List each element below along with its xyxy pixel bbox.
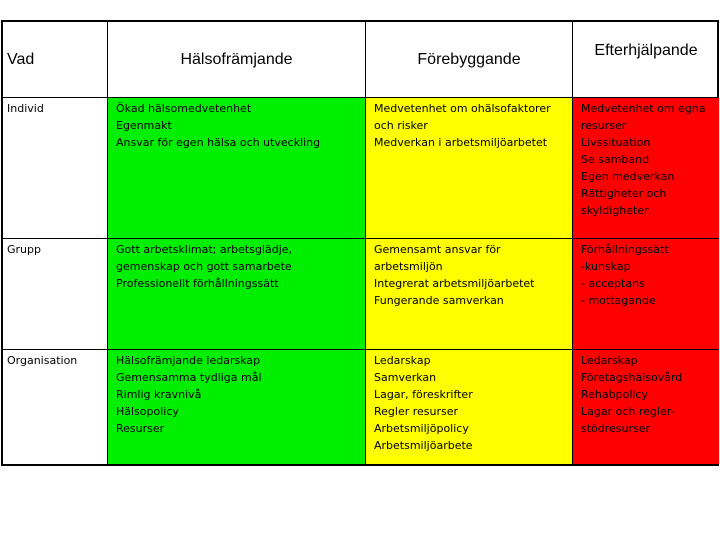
cell-organisation-forebygg: [366, 350, 573, 464]
cell-grupp-efter: [573, 239, 719, 350]
cell-line: Rimlig kravnivå: [116, 388, 202, 401]
cell-line: Företagshälsovård: [581, 371, 683, 384]
cell-line: -kunskap: [581, 260, 631, 273]
header-halsofrämjande: Hälsofrämjande: [108, 22, 366, 98]
cell-line: gemenskap och gott samarbete: [116, 260, 292, 273]
cell-line: Arbetsmiljöarbete: [374, 439, 473, 452]
cell-individ-efter: [573, 98, 719, 239]
cell-line: Se samband: [581, 153, 650, 166]
cell-grupp-forebygg: [366, 239, 573, 350]
cell-line: Professionellt förhållningssätt: [116, 277, 279, 290]
health-matrix-table: [1, 20, 719, 466]
cell-line: Integrerat arbetsmiljöarbetet: [374, 277, 535, 290]
cell-line: Ökad hälsomedvetenhet: [116, 102, 252, 115]
cell-line: arbetsmiljön: [374, 260, 443, 273]
cell-line: Ledarskap: [374, 354, 431, 367]
cell-organisation-efter: [573, 350, 719, 464]
cell-line: Regler resurser: [374, 405, 459, 418]
cell-line: Hälsopolicy: [116, 405, 179, 418]
header-vad: Vad: [3, 22, 108, 98]
cell-line: - acceptans: [581, 277, 645, 290]
cell-line: och risker: [374, 119, 428, 132]
cell-line: Fungerande samverkan: [374, 294, 504, 307]
cell-individ-forebygg: [366, 98, 573, 239]
cell-line: Ansvar för egen hälsa och utveckling: [116, 136, 321, 149]
cell-line: - mottagande: [581, 294, 656, 307]
cell-line: Resurser: [116, 422, 165, 435]
cell-line: Lagar och regler-: [581, 405, 675, 418]
cell-organisation-halso: [108, 350, 366, 464]
cell-line: Egenmakt: [116, 119, 172, 132]
cell-grupp-halso: [108, 239, 366, 350]
row-label-organisation: Organisation: [3, 350, 108, 464]
cell-line: Lagar, föreskrifter: [374, 388, 473, 401]
row-label-grupp: Grupp: [3, 239, 108, 350]
cell-line: Egen medverkan: [581, 170, 675, 183]
cell-line: Ledarskap: [581, 354, 638, 367]
cell-line: Medvetenhet om ohälsofaktorer: [374, 102, 551, 115]
header-efterhjalpande: Efterhjälpande: [573, 22, 719, 98]
cell-line: Samverkan: [374, 371, 437, 384]
header-forebyggande: Förebyggande: [366, 22, 573, 98]
cell-line: skyldigheter: [581, 204, 649, 217]
cell-line: Livssituation: [581, 136, 651, 149]
cell-line: Hälsofrämjande ledarskap: [116, 354, 261, 367]
cell-line: Gemensamt ansvar för: [374, 243, 501, 256]
cell-line: Gemensamma tydliga mål: [116, 371, 262, 384]
row-label-individ: Individ: [3, 98, 108, 239]
cell-line: Rättigheter och: [581, 187, 667, 200]
cell-individ-halso: [108, 98, 366, 239]
cell-line: Medvetenhet om egna: [581, 102, 706, 115]
cell-line: Rehabpolicy: [581, 388, 648, 401]
cell-line: resurser: [581, 119, 627, 132]
cell-line: Gott arbetsklimat; arbetsglädje,: [116, 243, 293, 256]
cell-line: Arbetsmiljöpolicy: [374, 422, 469, 435]
cell-line: Medverkan i arbetsmiljöarbetet: [374, 136, 548, 149]
cell-line: Förhållningssätt: [581, 243, 669, 256]
cell-line: stödresurser: [581, 422, 651, 435]
